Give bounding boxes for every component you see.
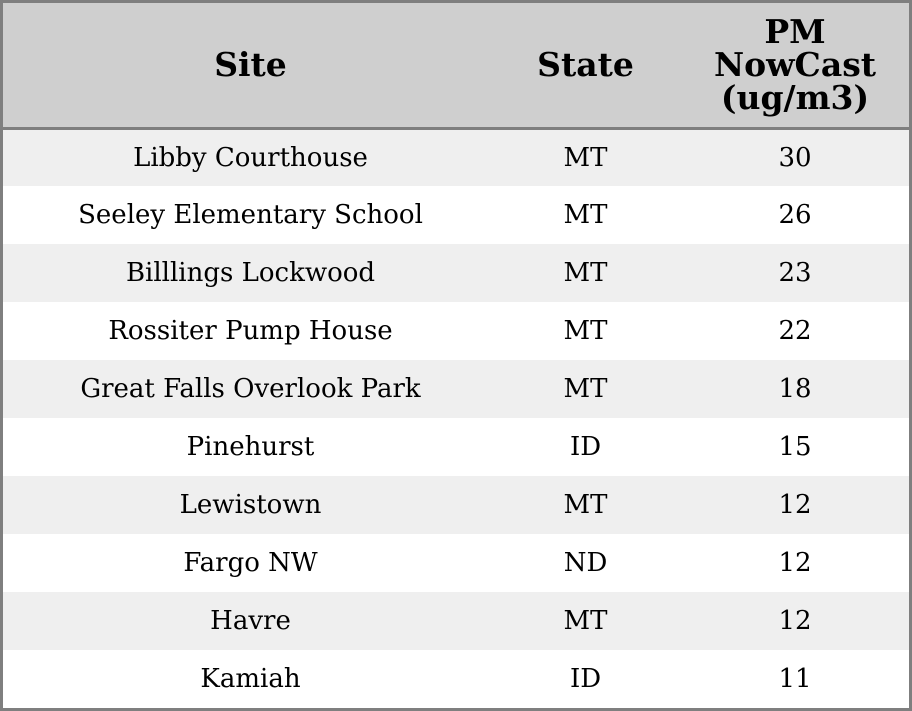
cell-site: Fargo NW <box>183 548 318 578</box>
cell-state: MT <box>563 490 608 520</box>
pm-nowcast-table <box>3 3 909 708</box>
table-row <box>3 592 909 650</box>
header-pm-line-3: (ug/m3) <box>720 78 870 118</box>
cell-state: ID <box>569 432 602 462</box>
header-pm-line-2: NowCast <box>713 45 877 85</box>
cell-state: MT <box>563 606 608 636</box>
cell-site: Pinehurst <box>186 432 315 462</box>
cell-pm-nowcast: 18 <box>778 374 812 404</box>
table-header <box>3 3 909 128</box>
cell-state: MT <box>563 200 608 230</box>
cell-pm-nowcast: 22 <box>778 316 812 346</box>
cell-pm-nowcast: 11 <box>778 664 812 694</box>
table-body <box>3 128 909 708</box>
table-row <box>3 534 909 592</box>
cell-site: Lewistown <box>179 490 322 520</box>
cell-pm-nowcast: 23 <box>778 258 812 288</box>
cell-state: MT <box>563 258 608 288</box>
header-pm-line-1: PM <box>764 12 826 52</box>
table-row <box>3 244 909 302</box>
cell-pm-nowcast: 12 <box>778 606 812 636</box>
cell-state: MT <box>563 142 608 173</box>
cell-site: Great Falls Overlook Park <box>80 374 421 404</box>
cell-pm-nowcast: 30 <box>778 142 812 173</box>
cell-state: MT <box>563 374 608 404</box>
cell-site: Rossiter Pump House <box>108 316 393 346</box>
table-row <box>3 650 909 708</box>
cell-site: Seeley Elementary School <box>78 200 423 230</box>
table-row <box>3 128 909 186</box>
table-row <box>3 476 909 534</box>
header-site: Site <box>3 3 498 128</box>
header-pm-nowcast <box>673 3 909 128</box>
cell-pm-nowcast: 12 <box>778 490 812 520</box>
cell-state: ID <box>569 664 602 694</box>
table-row <box>3 302 909 360</box>
table-row <box>3 418 909 476</box>
table-row <box>3 360 909 418</box>
header-row <box>3 3 909 128</box>
header-state: State <box>498 3 673 128</box>
cell-pm-nowcast: 26 <box>778 200 812 230</box>
cell-site: Billlings Lockwood <box>125 258 376 288</box>
cell-pm-nowcast: 12 <box>778 548 812 578</box>
cell-site: Kamiah <box>200 664 301 694</box>
cell-state: MT <box>563 316 608 346</box>
cell-site: Havre <box>210 606 291 636</box>
cell-site: Libby Courthouse <box>133 142 368 173</box>
table-row <box>3 186 909 244</box>
cell-state: ND <box>563 548 608 578</box>
cell-pm-nowcast: 15 <box>778 432 812 462</box>
